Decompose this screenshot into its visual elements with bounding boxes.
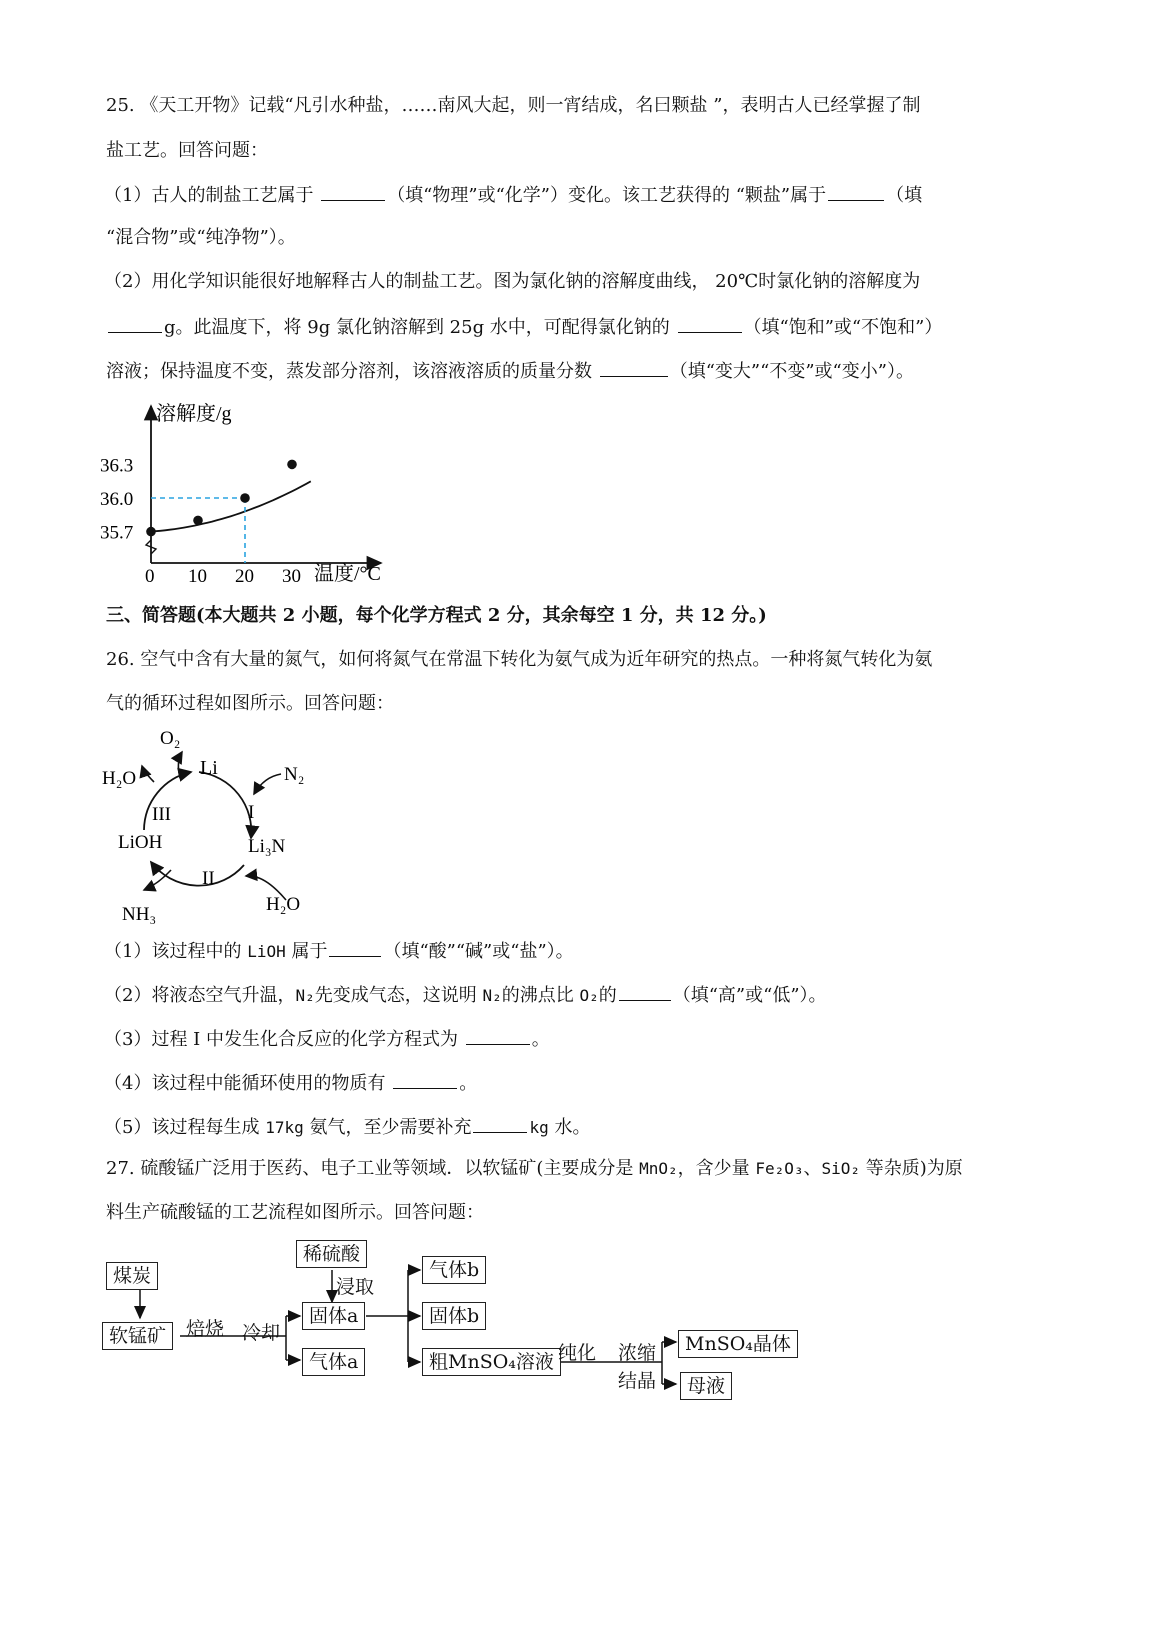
h2o-out-label: H₂O [102, 768, 137, 789]
y-tick-label: 36.3 [100, 455, 134, 477]
cycle-arc-step1 [199, 772, 251, 838]
answer-blank[interactable] [393, 1070, 457, 1089]
answer-blank[interactable] [473, 1114, 527, 1133]
answer-blank[interactable] [466, 1026, 530, 1045]
answer-blank[interactable] [678, 314, 742, 333]
q27-stem-line2: 料生产硫酸锰的工艺流程如图所示。回答问题： [106, 1202, 484, 1223]
n2-input-arrow [254, 774, 281, 794]
nitrogen-cycle-diagram [96, 722, 326, 932]
answer-blank[interactable] [108, 314, 162, 333]
o2-label: O₂ [160, 728, 181, 749]
answer-blank[interactable] [329, 938, 381, 957]
data-point [287, 460, 297, 470]
x-tick-label: 10 [188, 566, 207, 587]
q26-part4: （4）该过程中能循环使用的物质有 。 [104, 1070, 477, 1096]
nh3-output-arrow [144, 870, 171, 890]
gas-a-box: 气体a [302, 1348, 365, 1376]
q25-stem-line1: 25. 《天工开物》记载“凡引水种盐，……南风大起，则一宵结成，名曰颗盐 ”，表明古人已经掌握了制 [106, 95, 921, 116]
solid-b-box: 固体b [422, 1302, 486, 1330]
q25-part2: （2）用化学知识能很好地解释古人的制盐工艺。图为氯化钠的溶解度曲线， 20℃时氯化钠的溶解度为 [104, 271, 921, 292]
answer-blank[interactable] [828, 182, 884, 201]
x-tick-label: 0 [145, 566, 155, 587]
nh3-label: NH₃ [122, 904, 157, 925]
gas-b-box: 气体b [422, 1256, 486, 1284]
step-2-label: II [202, 868, 215, 889]
coal-box: 煤炭 [106, 1262, 158, 1290]
step-1-label: I [248, 802, 255, 823]
q27-stem-line1: 27. 硫酸锰广泛用于医药、电子工业等领域．以软锰矿(主要成分是 MnO₂，含少量 Fe₂O₃、SiO₂ 等杂质)为原 [106, 1158, 963, 1179]
q26-part2: （2）将液态空气升温，N₂先变成气态，这说明 N₂的沸点比 O₂的 （填“高”或“低”）。 [104, 982, 827, 1008]
cycle-arc-step2 [151, 862, 244, 886]
step-3-label: III [152, 804, 171, 825]
n2-label: N₂ [284, 764, 305, 785]
answer-blank[interactable] [619, 982, 671, 1001]
roast-label: 焙烧 [186, 1318, 225, 1340]
answer-blank[interactable] [600, 358, 668, 377]
q26-part5: （5）该过程每生成 17kg 氨气，至少需要补充 kg 水。 [104, 1114, 590, 1140]
h2o-output-arrow [142, 766, 154, 782]
ore-box: 软锰矿 [102, 1322, 173, 1350]
solid-a-box: 固体a [302, 1302, 365, 1330]
li3n-label: Li₃N [248, 836, 286, 857]
dilute-acid-box: 稀硫酸 [296, 1240, 367, 1268]
y-tick-label: 36.0 [100, 489, 134, 510]
section-3-title: 三、简答题(本大题共 2 小题，每个化学方程式 2 分，其余每空 1 分，共 12 分。) [106, 605, 767, 626]
li-label: Li [200, 757, 218, 779]
y-axis-label: 溶解度/g [156, 403, 232, 425]
cool-label: 冷却 [242, 1322, 281, 1344]
purify-label: 纯化 [558, 1342, 597, 1364]
concentrate-label: 浓缩 [618, 1342, 657, 1364]
crude-solution-box: 粗MnSO₄溶液 [422, 1348, 561, 1376]
solubility-curve [151, 481, 311, 531]
x-axis-label: 温度/°C [314, 563, 381, 585]
mother-liquor-box: 母液 [680, 1372, 732, 1400]
data-point [146, 527, 156, 537]
q25-part2-line2: g。此温度下，将 9g 氯化钠溶解到 25g 水中，可配得氯化钠的 （填“饱和”或“不饱和”） [106, 314, 942, 340]
q25-stem-line2: 盐工艺。回答问题： [106, 140, 268, 161]
h2o-in-label: H₂O [266, 894, 301, 915]
q26-part1: （1）该过程中的 LiOH 属于 （填“酸”“碱”或“盐”）。 [104, 938, 574, 964]
crystallize-label: 结晶 [618, 1370, 657, 1392]
crystal-box: MnSO₄晶体 [678, 1330, 798, 1358]
answer-blank[interactable] [321, 182, 385, 201]
q26-part3: （3）过程 Ⅰ 中发生化合反应的化学方程式为 。 [104, 1026, 550, 1052]
lioh-label: LiOH [118, 832, 163, 853]
x-tick-label: 30 [282, 566, 301, 587]
q26-stem-line2: 气的循环过程如图所示。回答问题： [106, 693, 394, 714]
x-tick-label: 20 [235, 566, 254, 587]
q25-part1: （1）古人的制盐工艺属于 （填“物理”或“化学”）变化。该工艺获得的 “颗盐”属于 （填 [104, 182, 922, 208]
q26-stem-line1: 26. 空气中含有大量的氮气，如何将氮气在常温下转化为氨气成为近年研究的热点。一种将氮气转化为氨 [106, 649, 933, 670]
y-tick-label: 35.7 [100, 522, 134, 544]
q25-part2-line3: 溶液；保持温度不变，蒸发部分溶剂，该溶液溶质的质量分数 （填“变大”“不变”或“变小”）。 [106, 358, 914, 384]
data-point [240, 493, 250, 503]
leach-label: 浸取 [336, 1276, 375, 1298]
data-point [193, 516, 203, 526]
q25-part1-cont: “混合物”或“纯净物”）。 [106, 227, 296, 248]
process-flow-diagram [96, 1238, 816, 1408]
solubility-chart [96, 398, 416, 588]
